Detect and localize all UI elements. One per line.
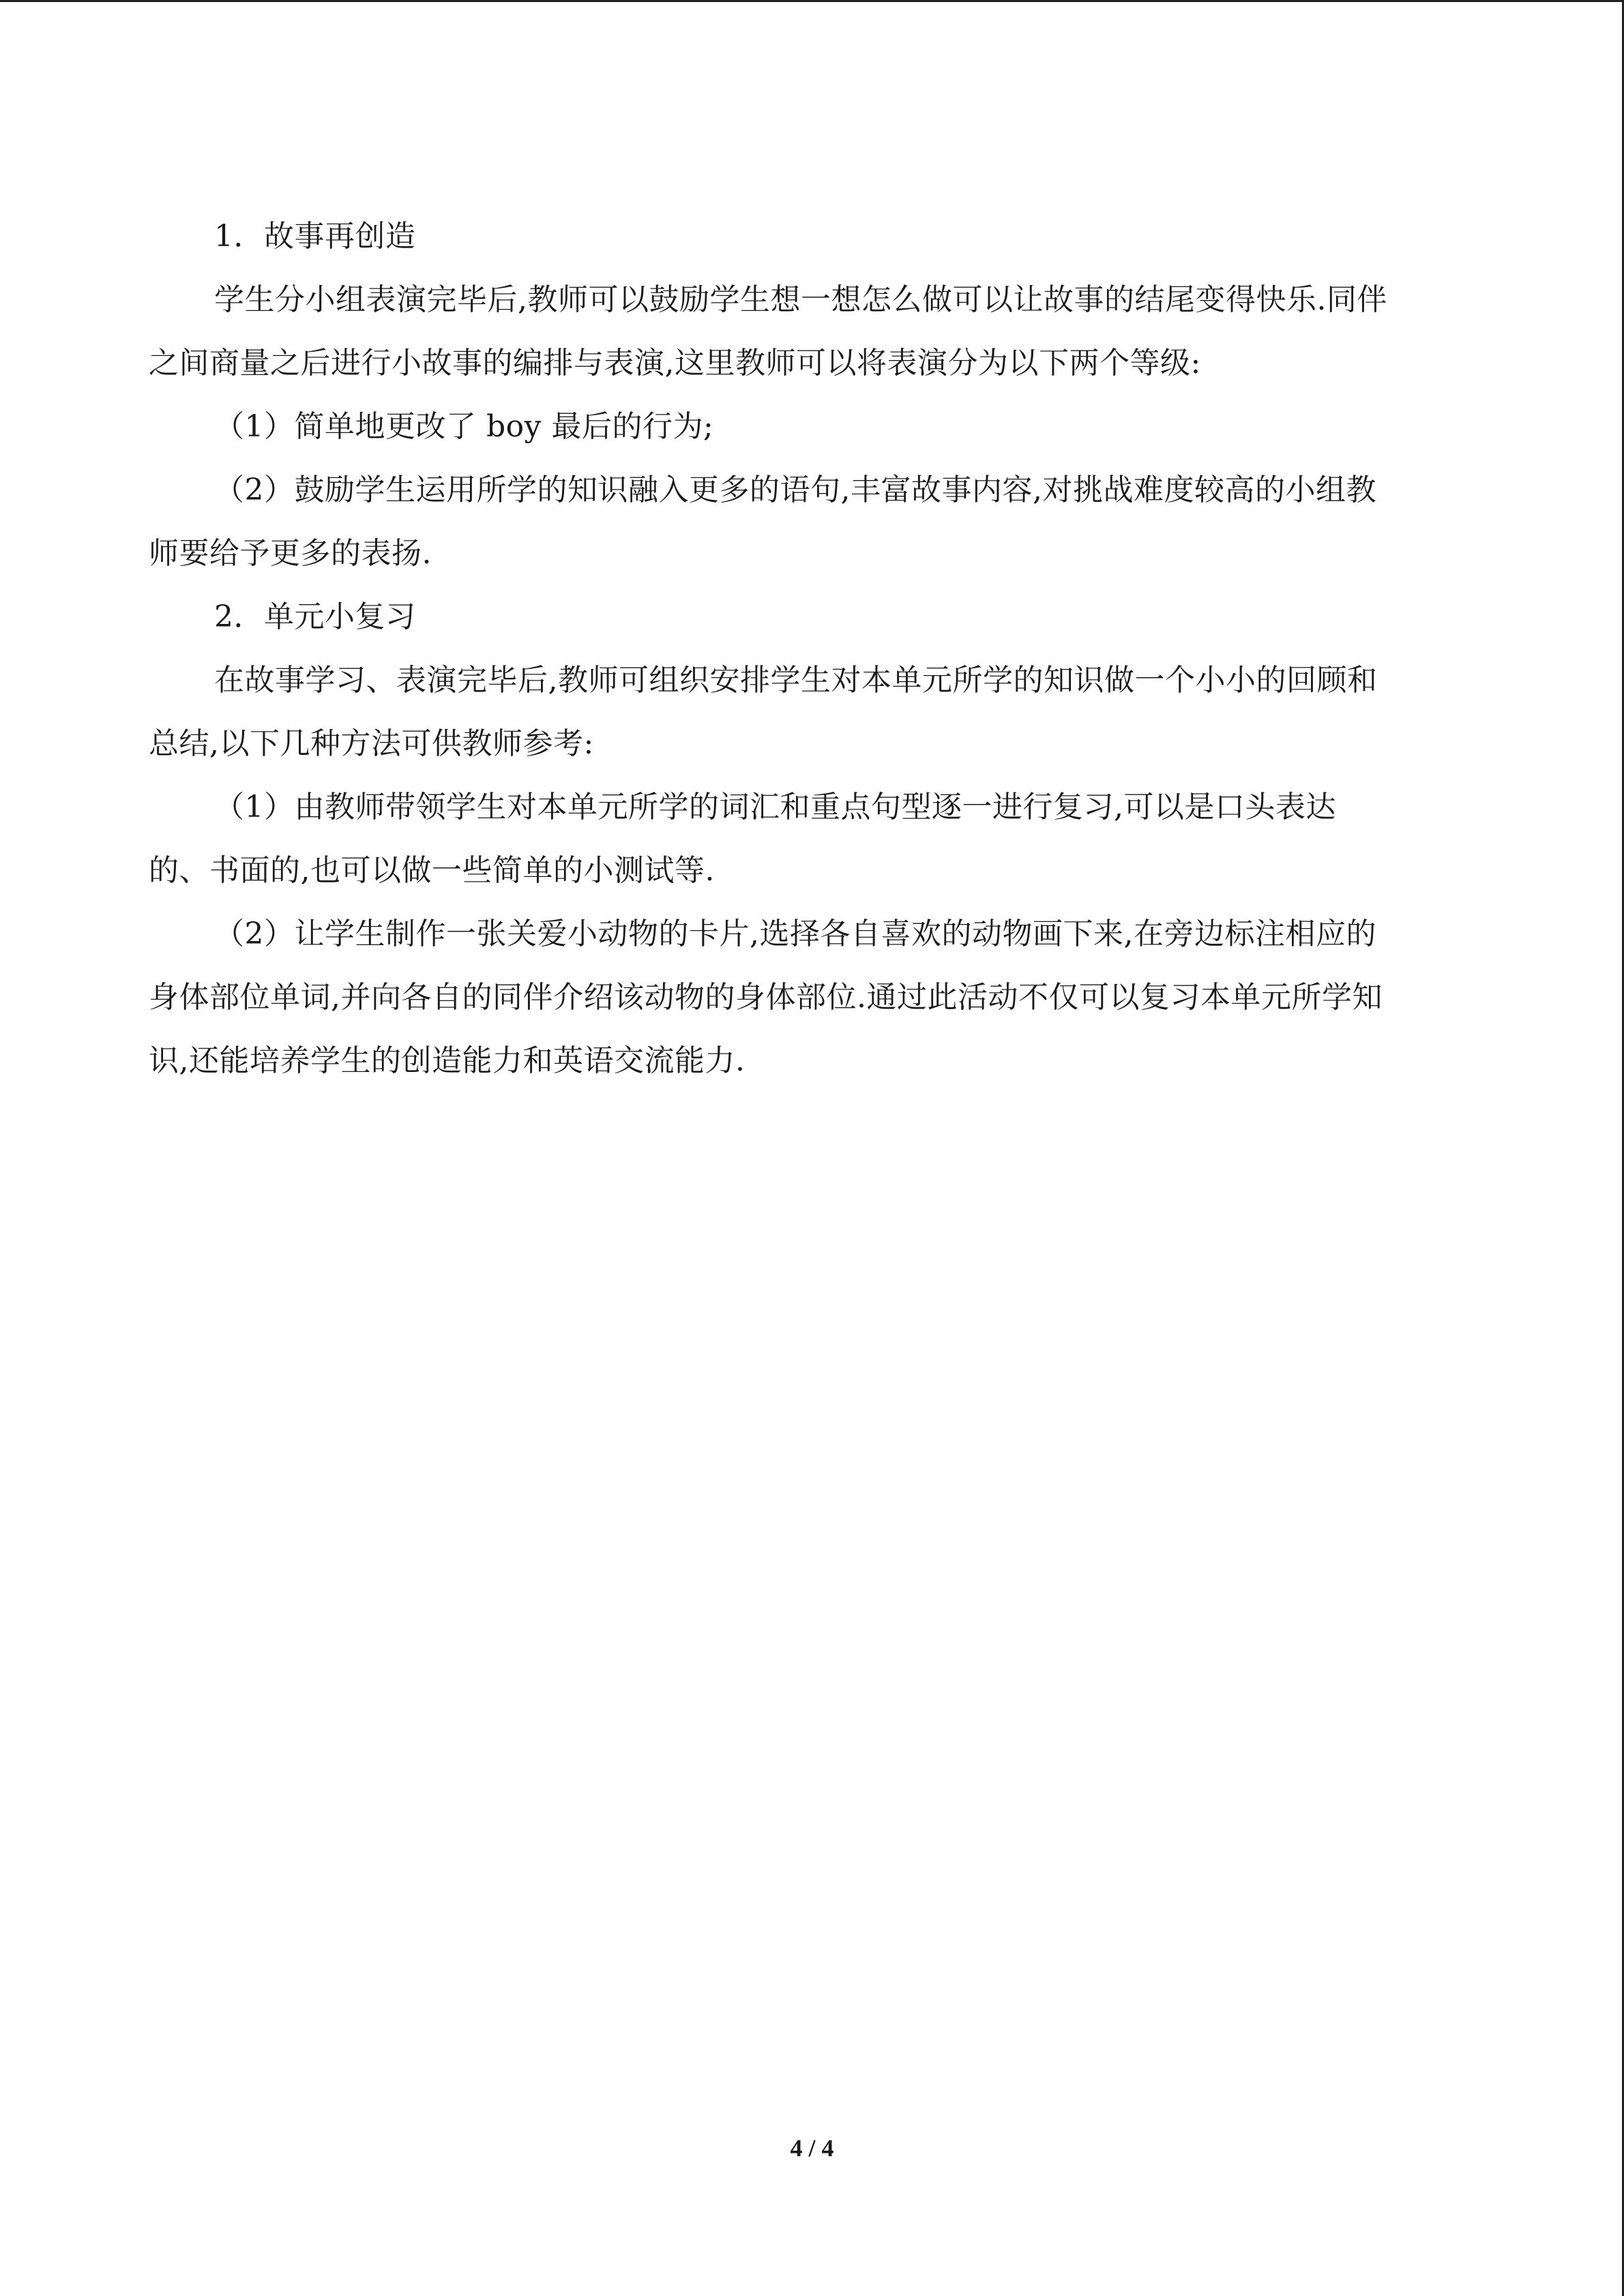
list-item: （1）由教师带领学生对本单元所学的词汇和重点句型逐一进行复习,可以是口头表达 [214, 790, 1336, 824]
list-item: （2）鼓励学生运用所学的知识融入更多的语句,丰富故事内容,对挑战难度较高的小组教 [214, 473, 1376, 507]
list-item: （2）让学生制作一张关爱小动物的卡片,选择各自喜欢的动物画下来,在旁边标注相应的 [214, 916, 1376, 951]
section-heading-unit-review: 2．单元小复习 [214, 599, 416, 634]
paragraph-line: 之间商量之后进行小故事的编排与表演,这里教师可以将表演分为以下两个等级: [149, 346, 1201, 381]
paragraph-line: 识,还能培养学生的创造能力和英语交流能力. [149, 1043, 745, 1078]
paragraph-line: 总结,以下几种方法可供教师参考: [149, 726, 594, 761]
paragraph-line: 在故事学习、表演完毕后,教师可组织安排学生对本单元所学的知识做一个小小的回顾和 [214, 663, 1378, 698]
list-item: （1）简单地更改了 boy 最后的行为; [214, 409, 714, 444]
paragraph-line: 师要给予更多的表扬. [149, 536, 432, 571]
section-heading-story-recreation: 1．故事再创造 [214, 219, 416, 254]
page-number: 4 / 4 [790, 2134, 834, 2162]
paragraph-line: 的、书面的,也可以做一些简单的小测试等. [149, 853, 715, 888]
document-body [149, 205, 1475, 1092]
paragraph-line: 学生分小组表演完毕后,教师可以鼓励学生想一想怎么做可以让故事的结尾变得快乐.同伴 [214, 282, 1387, 317]
paragraph-line: 身体部位单词,并向各自的同伴介绍该动物的身体部位.通过此活动不仅可以复习本单元所学知 [149, 980, 1383, 1015]
